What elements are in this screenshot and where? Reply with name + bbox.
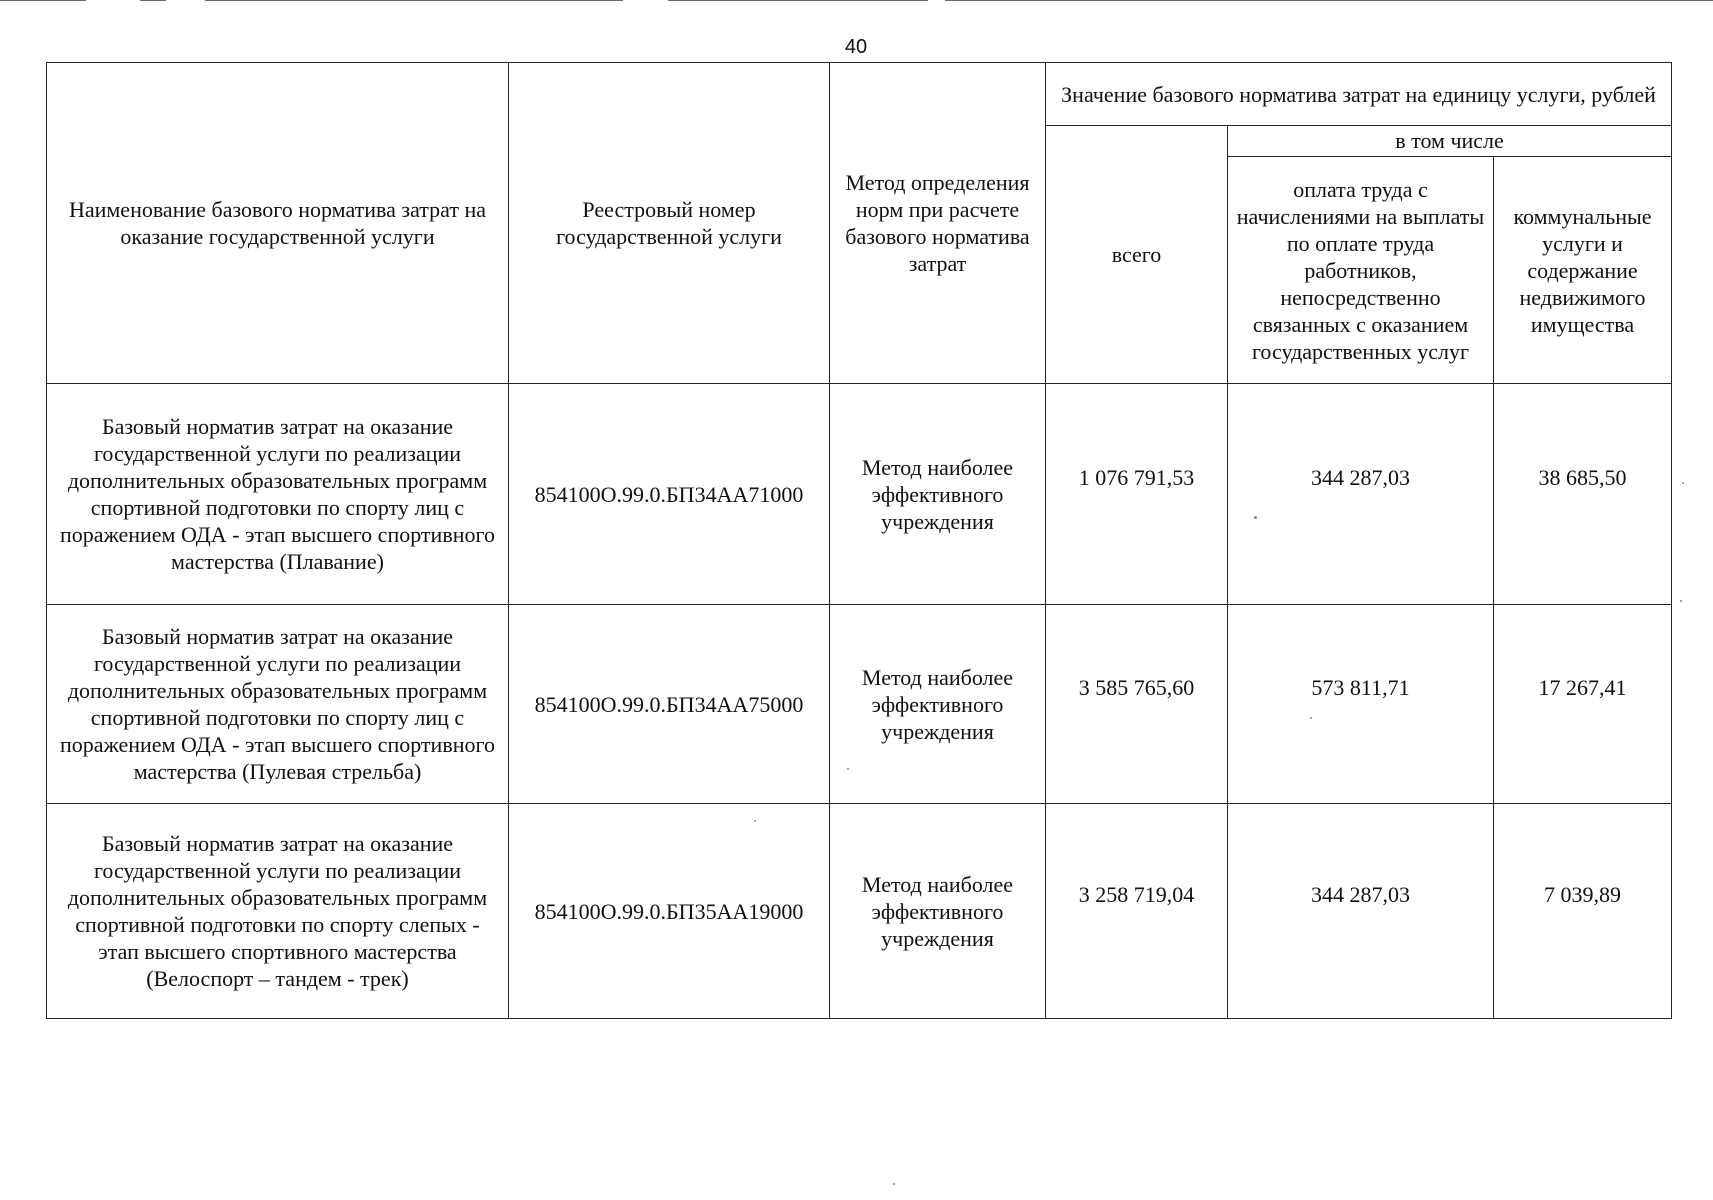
cost-norm-table [46,62,1672,1019]
scan-edge-line [140,0,166,1]
header-including: в том числе [1228,126,1672,157]
cell-total [1046,804,1228,1019]
scan-edge-line [945,0,1713,1]
cell-name: Базовый норматив затрат на оказание государственной услуги по реализации дополнительных образовательных программ спортивной подготовки по спорту лиц с поражением ОДА - этап высшего спортивного мастерства (Плавание) [47,384,509,605]
value-utilities: 17 267,41 [1538,675,1627,700]
scan-speck [893,1183,895,1185]
value-labor: 344 287,03 [1311,882,1410,907]
cell-labor [1228,605,1494,804]
cell-registry: 854100О.99.0.БП34АА71000 [509,384,830,605]
cell-method: Метод наиболее эффективного учреждения [830,384,1046,605]
cell-labor [1228,384,1494,605]
table-row [47,605,1672,804]
header-values-group: Значение базового норматива затрат на единицу услуги, рублей [1046,63,1672,126]
value-utilities: 38 685,50 [1538,465,1627,490]
value-total: 3 258 719,04 [1078,882,1195,907]
scan-speck [847,768,849,770]
header-labor: оплата труда с начислениями на выплаты по оплате труда работников, непосредственно связанных с оказанием государственных услуг [1228,157,1494,384]
scan-speck [1680,600,1682,602]
cell-name: Базовый норматив затрат на оказание государственной услуги по реализации дополнительных образовательных программ спортивной подготовки по спорту слепых - этап высшего спортивного мастерства (Велоспорт – тандем - трек) [47,804,509,1019]
scan-speck [1310,717,1312,719]
scan-speck [1254,516,1257,519]
scan-speck [754,820,756,822]
value-utilities: 7 039,89 [1544,882,1622,907]
page-number: 40 [844,36,868,58]
cell-labor [1228,804,1494,1019]
scan-edge-line [448,0,623,1]
value-total: 3 585 765,60 [1078,675,1195,700]
header-registry: Реестровый номер государственной услуги [509,63,830,384]
cell-total [1046,605,1228,804]
value-labor: 573 811,71 [1311,675,1410,700]
table-row [47,384,1672,605]
cell-method: Метод наиболее эффективного учреждения [830,605,1046,804]
table-row [47,804,1672,1019]
scan-edge-line [0,0,86,1]
value-total: 1 076 791,53 [1078,465,1195,490]
cell-utilities [1494,384,1672,605]
header-name: Наименование базового норматива затрат на оказание государственной услуги [47,63,509,384]
header-method: Метод определения норм при расчете базового норматива затрат [830,63,1046,384]
header-total: всего [1046,126,1228,384]
cell-registry: 854100О.99.0.БП34АА75000 [509,605,830,804]
cell-method: Метод наиболее эффективного учреждения [830,804,1046,1019]
cell-registry: 854100О.99.0.БП35АА19000 [509,804,830,1019]
cell-utilities [1494,804,1672,1019]
header-row-1 [47,63,1672,126]
cell-total [1046,384,1228,605]
scan-speck [1682,482,1684,484]
header-utilities: коммунальные услуги и содержание недвижимого имущества [1494,157,1672,384]
scan-edge-line [668,0,928,1]
scan-edge-line [205,0,455,1]
cell-utilities [1494,605,1672,804]
cell-name: Базовый норматив затрат на оказание государственной услуги по реализации дополнительных образовательных программ спортивной подготовки по спорту лиц с поражением ОДА - этап высшего спортивного мастерства (Пулевая стрельба) [47,605,509,804]
value-labor: 344 287,03 [1311,465,1410,490]
